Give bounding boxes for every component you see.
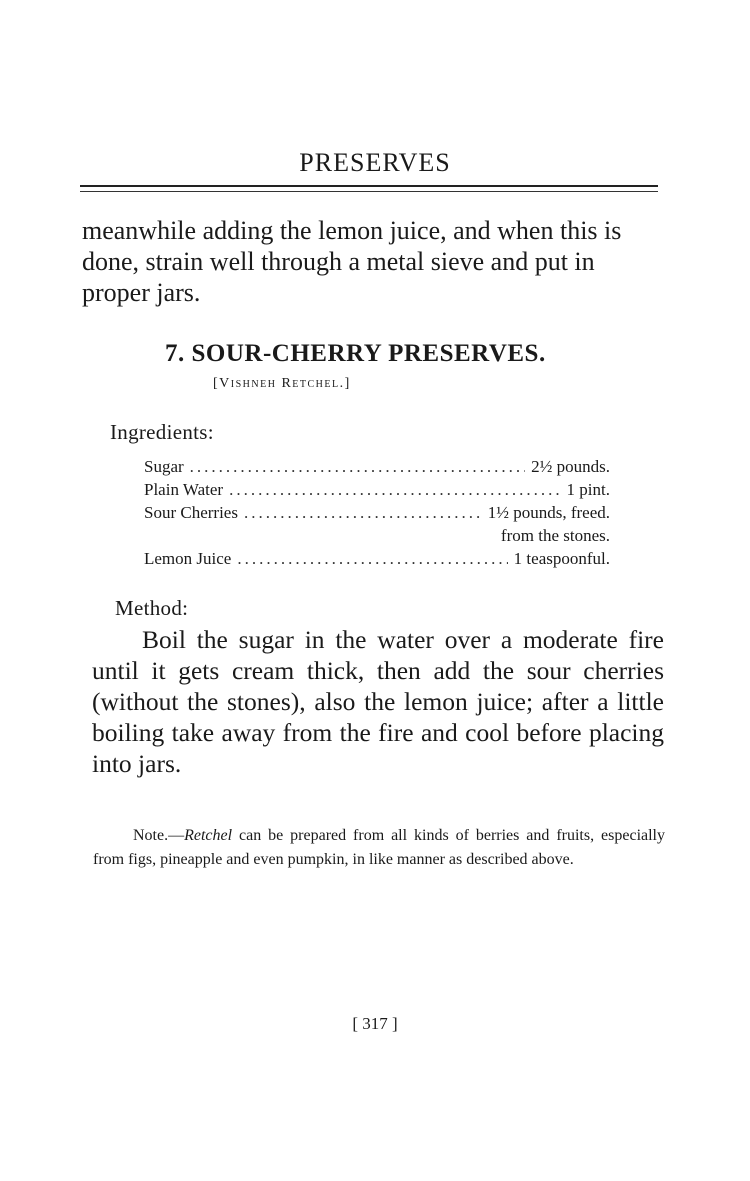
ingredient-name: Plain Water: [144, 480, 224, 499]
note-prefix: Note.—: [133, 827, 185, 844]
ingredient-quantity: 1 pint.: [566, 480, 610, 499]
header-rule-thick: [80, 185, 658, 187]
note-italic-word: Retchel: [184, 827, 233, 844]
dot-leader: [229, 478, 560, 501]
ingredient-quantity: 1½ pounds, freed.: [487, 503, 610, 522]
ingredients-list: [144, 455, 610, 570]
ingredient-name: Sugar: [144, 457, 184, 476]
ingredient-name: Lemon Juice: [144, 549, 232, 568]
method-paragraph: Boil the sugar in the water over a moderate fire until it gets cream thick, then add the sour cherries (without the stones), also the lemon juice; after a little boiling take away from the fire and cool before placing into jars.: [92, 625, 664, 778]
dot-leader: [244, 501, 482, 524]
dot-leader: [190, 455, 525, 478]
ingredient-row: [144, 547, 610, 570]
ingredients-label: Ingredients:: [110, 420, 214, 444]
header-rule-thin: [80, 191, 658, 192]
recipe-subtitle: [Vishneh Retchel.]: [213, 376, 351, 391]
ingredient-quantity: 1 teaspoonful.: [513, 549, 610, 568]
ingredient-row: [144, 455, 610, 478]
ingredient-row: [144, 501, 610, 524]
method-label: Method:: [115, 596, 189, 620]
continuation-paragraph: meanwhile adding the lemon juice, and when this is done, strain well through a metal sieve and put in proper jars.: [82, 216, 622, 307]
recipe-title: 7. SOUR-CHERRY PRESERVES.: [165, 340, 546, 367]
footnote: [93, 824, 665, 872]
running-head: PRESERVES: [299, 148, 451, 177]
ingredient-name: Sour Cherries: [144, 503, 238, 522]
ingredient-extra: from the stones.: [500, 526, 610, 545]
dot-leader: [237, 547, 507, 570]
ingredient-quantity: 2½ pounds.: [531, 457, 610, 476]
ingredient-row: [144, 478, 610, 501]
page-number: [ 317 ]: [352, 1014, 398, 1033]
note-text: can be prepared from all kinds of berries and fruits, especially from figs, pineapple and even pumpkin, in like manner as described above.: [93, 827, 665, 868]
